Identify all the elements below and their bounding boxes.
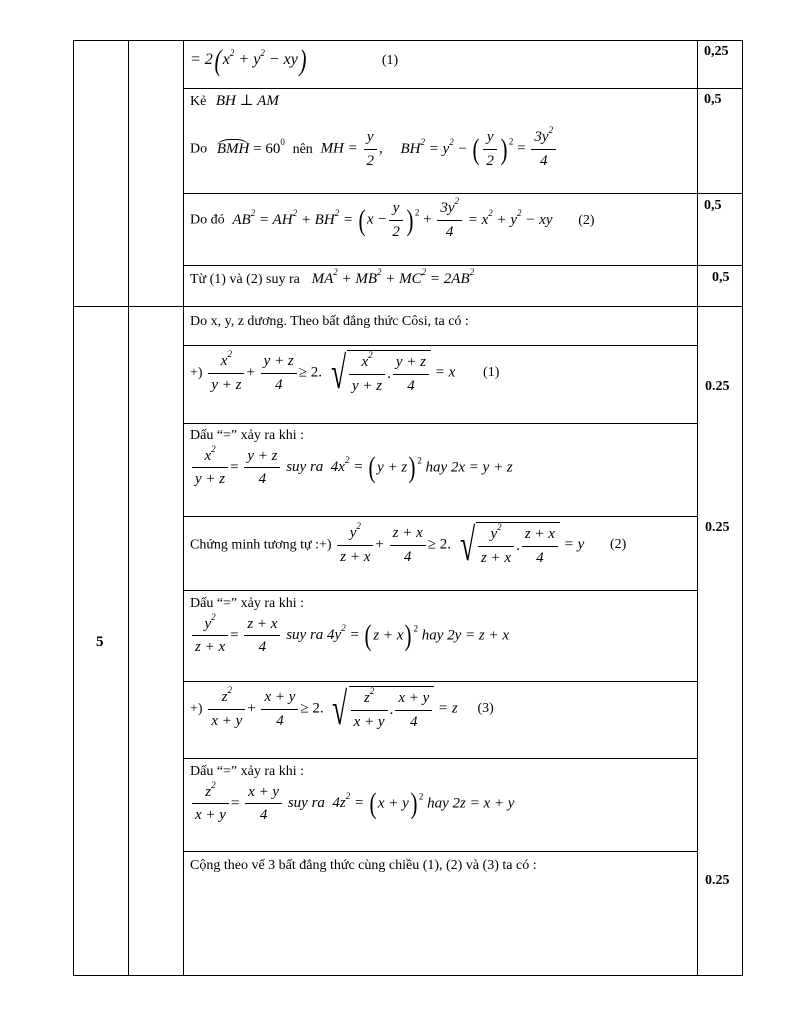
construction-line: Kẻ BH ⊥ AM [190,93,279,109]
score: 0.25 [705,873,730,888]
row-divider [183,345,697,346]
row-divider [183,265,743,266]
score: 0,5 [704,92,722,107]
score: 0,5 [712,270,730,285]
row-divider [183,423,697,424]
row-divider [183,681,697,682]
table-border-col2 [183,40,184,975]
score: 0,5 [704,198,722,213]
intro-line: Do x, y, z dương. Theo bất đẳng thức Côsi, ta có : [190,314,469,329]
table-border-bottom [73,975,743,976]
score: 0.25 [705,520,730,535]
equation-1: = $2(x^2 + y^2 - xy)$ (1) [190,44,399,77]
table-border-col3 [697,40,698,975]
equality-case-3: Dấu “=” xảy ra khi : $\frac{z^2}{x + y}$ = $\frac{x + y}{4}$ suy ra $4z^2$ = ( x + y) $^2$ hay 2z = x + y [190,764,515,824]
question-number: 5 [96,634,104,650]
conclusion-line: Từ (1) và (2) suy ra $MA^2 + MB^2 + MC^2 = 2AB^2$ [190,267,475,287]
row-divider [183,88,743,89]
equation-tag: (1) [381,53,399,69]
equality-case-1: Dấu “=” xảy ra khi : $\frac{x^2}{y + z}$ = $\frac{y + z}{4}$ suy ra $4x^2$ = ( y + z) $^2$ hay 2x = y + z [190,428,513,488]
inequality-1: +) $\frac{x^2}{y + z}$ + $\frac{y + z}{4}$ ≥ 2. √ $\frac{x^2}{y + z}$ . $\frac{y + z}{4}$ = x (1) [190,347,500,398]
angle-line: Do BMH = $60^0$ nên MH = $\frac{y}{2}$ , $BH^2 = y^2$ − ( $\frac{y}{2}$ ) $^2$ = $\frac{3y^2}{4}$ [190,128,558,171]
equality-case-2: Dấu “=” xảy ra khi : $\frac{y^2}{z + x}$ = $\frac{z + x}{4}$ suy ra $4y^2$ = ( z + x) $^2$ hay 2y = z + x [190,596,510,656]
inequality-2: Chứng minh tương tự :+) $\frac{y^2}{z + x}$ + $\frac{z + x}{4}$ ≥ 2. √ $\frac{y^2}{z + x}$ . $\frac{z + x}{4}$ = y (2) [190,519,627,570]
score: 0.25 [705,379,730,394]
score: 0,25 [704,44,729,59]
row-divider [183,851,697,852]
table-border-col1 [128,40,129,975]
row-divider [183,516,697,517]
table-border-right [742,40,743,975]
table-border-left [73,40,74,975]
final-line: Cộng theo vế 3 bất đẳng thức cùng chiều (1), (2) và (3) ta có : [190,858,537,873]
section-divider [73,306,743,307]
pythagoras-line: Do đó $AB^2 = AH^2 + BH^2$ = ( x − $\frac{y}{2}$ ) $^2$ + $\frac{3y^2}{4}$ = $x^2 + y^2$ − xy (2) [190,196,595,240]
row-divider [183,590,697,591]
inequality-3: +) $\frac{z^2}{x + y}$ + $\frac{x + y}{4}$ ≥ 2. √ $\frac{z^2}{x + y}$ . $\frac{x + y}{4}$ = z (3) [190,683,494,734]
row-divider [183,758,697,759]
row-divider [183,193,743,194]
table-border-top [73,40,743,41]
